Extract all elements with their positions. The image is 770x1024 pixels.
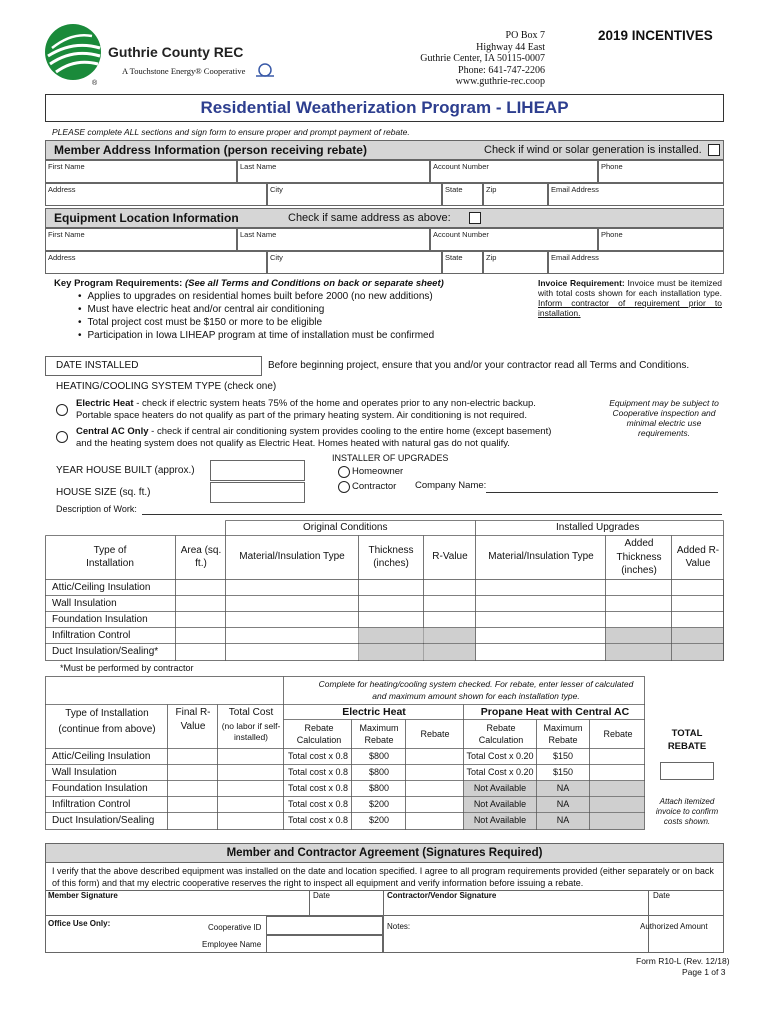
address-line: Phone: 641-747-2206 [458, 64, 545, 76]
equip-first-name[interactable] [45, 228, 237, 251]
member-email[interactable] [548, 183, 724, 206]
rebate-cell: $150 [552, 751, 574, 761]
rebate-cell: Total cost x 0.8 [287, 767, 349, 777]
member-heading: Member Address Information (person receiving rebate) [54, 143, 367, 157]
company-name-label: Company Name: [415, 480, 487, 491]
notes-field[interactable]: Notes: [387, 922, 411, 931]
divider [383, 890, 384, 953]
member-signature-field[interactable]: Member Signature [48, 891, 118, 900]
rebate-table [45, 676, 645, 830]
field-label: Address [48, 253, 76, 262]
equipment-section-header [45, 208, 724, 228]
rebate-cell: Wall Insulation [52, 767, 117, 778]
house-size-field[interactable] [210, 482, 305, 503]
employee-name-label: Employee Name [202, 940, 262, 949]
employee-name-field[interactable] [266, 935, 383, 953]
invoice-text: Invoice must be itemized with total costs shown for each installation type. [538, 278, 723, 298]
row-label: Attic/Ceiling Insulation [52, 582, 151, 593]
electric-heat-label: Electric Heat [76, 398, 134, 409]
rebate-cell: $800 [368, 767, 390, 777]
wind-solar-checkbox[interactable] [708, 144, 720, 156]
col-material: Material/Insulation Type [239, 551, 345, 562]
rebate-cell: NA [556, 815, 570, 825]
rebate-cell: Not Available [473, 799, 527, 809]
member-date-field[interactable]: Date [313, 891, 330, 900]
field-label: Email Address [551, 253, 599, 262]
rebate-cell: NA [556, 799, 570, 809]
homeowner-radio[interactable] [338, 466, 350, 478]
col-added-rvalue: Added R-Value [676, 545, 720, 569]
rebate-cell: Infiltration Control [52, 799, 131, 810]
central-ac-label: Central AC Only [76, 426, 149, 437]
equip-last-name[interactable] [237, 228, 430, 251]
rebate-cell: $200 [368, 815, 390, 825]
homeowner-label: Homeowner [352, 466, 404, 477]
field-label: Phone [601, 230, 623, 239]
col-type: Type of Installation [86, 545, 134, 569]
t2-col-cost-note: (no labor if self-installed) [221, 721, 281, 742]
equipment-heading: Equipment Location Information [54, 211, 239, 225]
agreement-header [45, 843, 724, 863]
coop-id-label: Cooperative ID [208, 923, 262, 932]
field-label: State [445, 253, 463, 262]
contractor-label: Contractor [352, 481, 397, 492]
equip-zip[interactable] [483, 251, 548, 274]
p-rebate: Rebate [603, 729, 633, 739]
central-ac-radio[interactable] [56, 431, 68, 443]
p-rebate-calc: Rebate Calculation [478, 723, 524, 745]
electric-heat-option [76, 398, 536, 422]
rebate-cell: Foundation Insulation [52, 783, 148, 794]
equip-city[interactable] [267, 251, 442, 274]
description-field[interactable] [142, 514, 722, 515]
col-material-upgrade: Material/Insulation Type [488, 551, 594, 562]
contractor-radio[interactable] [338, 481, 350, 493]
member-first-name[interactable] [45, 160, 237, 183]
equip-state[interactable] [442, 251, 483, 274]
installer-label: INSTALLER OF UPGRADES [332, 453, 449, 463]
tagline: A Touchstone Energy® Cooperative [122, 66, 246, 76]
page-title: Residential Weatherization Program - LIHEAP [200, 98, 569, 117]
field-label: City [270, 185, 283, 194]
attach-invoice-note: Attach itemized invoice to confirm costs shown. [655, 797, 719, 826]
col-added-thickness: Added Thickness (inches) [616, 538, 662, 576]
invoice-label: Invoice Requirement: [538, 278, 625, 288]
address-line: Guthrie Center, IA 50115-0007 [420, 53, 545, 64]
requirement-item: • Applies to upgrades on residential homes built before 2000 (no new additions) [78, 290, 524, 303]
description-label: Description of Work: [56, 504, 137, 514]
original-conditions-header: Original Conditions [303, 522, 388, 533]
equip-phone[interactable] [598, 228, 724, 251]
requirement-item: • Total project cost must be $150 or more to be eligible [78, 316, 524, 329]
requirements-note: (See all Terms and Conditions on back or separate sheet) [184, 278, 444, 289]
rebate-cell: $200 [368, 799, 390, 809]
address-line: www.guthrie-rec.coop [455, 76, 545, 87]
installed-upgrades-header: Installed Upgrades [556, 522, 640, 533]
invoice-underlined: Inform contractor of requirement prior to installation. [538, 298, 722, 318]
member-zip[interactable] [483, 183, 548, 206]
central-ac-desc2: and the heating system does not qualify as Electric Heat. Homes heated with natural gas do not qualify. [76, 438, 510, 449]
invoice-requirement [538, 278, 722, 318]
e-rebate: Rebate [420, 729, 450, 739]
field-label: Email Address [551, 185, 599, 194]
row-label: Wall Insulation [52, 598, 117, 609]
rebate-cell: Total Cost x 0.20 [466, 767, 534, 777]
equip-email[interactable] [548, 251, 724, 274]
rebate-cell: Total Cost x 0.20 [466, 751, 534, 761]
cooperative-address [400, 30, 545, 88]
authorized-amount-field[interactable]: Authorized Amount [640, 922, 708, 931]
contractor-footnote: *Must be performed by contractor [60, 663, 194, 673]
t2-col-type: Type of Installation (continue from above) [58, 708, 156, 735]
divider [309, 890, 310, 916]
member-phone[interactable] [598, 160, 724, 183]
logo [42, 22, 108, 84]
member-account-number[interactable] [430, 160, 598, 183]
instructions: PLEASE complete ALL sections and sign form to ensure proper and prompt payment of rebate. [52, 127, 410, 137]
row-label: Duct Insulation/Sealing* [52, 646, 159, 657]
agreement-text: I verify that the above described equipment was installed on the date and location specified. I agree to all program requirements provided (either separately or on back of this form) and that my electric cooperative reserves the right to inspect all equipment and verify information before issuing a rebate. [52, 866, 714, 888]
col-rvalue: R-Value [432, 551, 468, 562]
address-line: Highway 44 East [476, 41, 545, 53]
central-ac-option [76, 426, 551, 450]
rebate-cell: $150 [552, 767, 574, 777]
incentives-year: 2019 INCENTIVES [598, 28, 713, 43]
rebate-cell: Total cost x 0.8 [287, 799, 349, 809]
t2-col-cost: Total Cost [228, 707, 274, 718]
electric-heat-desc: - check if electric system heats 75% of the home and operates prior to any non-electric backup. [133, 398, 536, 409]
requirement-item: • Must have electric heat and/or central air conditioning [78, 303, 524, 316]
total-rebate-label: TOTAL REBATE [667, 728, 707, 752]
rebate-cell: Total cost x 0.8 [287, 751, 349, 761]
house-size-label: HOUSE SIZE (sq. ft.) [56, 487, 151, 498]
equip-account-number[interactable] [430, 228, 598, 251]
e-max-rebate: Maximum Rebate [359, 723, 399, 745]
hvac-type-label: HEATING/COOLING SYSTEM TYPE (check one) [56, 381, 277, 392]
field-label: Phone [601, 162, 623, 171]
contractor-signature-field[interactable]: Contractor/Vendor Signature [387, 891, 497, 900]
rebate-cell: Total cost x 0.8 [287, 815, 349, 825]
field-label: State [445, 185, 463, 194]
year-built-field[interactable] [210, 460, 305, 481]
form-id: Form R10-L (Rev. 12/18) [636, 956, 730, 966]
field-label: First Name [48, 162, 85, 171]
field-label: Zip [486, 185, 497, 194]
total-rebate-field[interactable] [660, 762, 714, 780]
field-label: First Name [48, 230, 85, 239]
field-label: Account Number [433, 230, 489, 239]
registered-mark: ® [92, 80, 98, 87]
rebate-cell: $800 [368, 783, 390, 793]
t2-col-final: Final R-Value [175, 707, 211, 732]
electric-heat-header: Electric Heat [342, 706, 406, 718]
p-max-rebate: Maximum Rebate [543, 723, 583, 745]
central-ac-desc: - check if central air conditioning system provides cooling to the entire home (except basement) [148, 426, 552, 437]
org-name: Guthrie County REC [108, 44, 244, 60]
agreement-heading: Member and Contractor Agreement (Signatures Required) [226, 847, 543, 859]
rebate-cell: Duct Insulation/Sealing [52, 815, 155, 826]
same-address-checkbox[interactable] [469, 212, 481, 224]
member-section-header [45, 140, 724, 160]
signature-row [45, 890, 724, 916]
requirements-heading: Key Program Requirements: [54, 278, 185, 289]
coop-id-field[interactable] [266, 916, 383, 935]
company-name-field[interactable] [486, 492, 718, 493]
same-address-label: Check if same address as above: [288, 212, 451, 224]
propane-heat-header: Propane Heat with Central AC [480, 706, 630, 718]
inspection-note: Equipment may be subject to Cooperative inspection and minimal electric use requirements. [609, 398, 719, 438]
contractor-date-field[interactable]: Date [653, 891, 670, 900]
address-line: PO Box 7 [505, 30, 545, 41]
requirement-item: • Participation in Iowa LIHEAP program at time of installation must be confirmed [78, 329, 524, 342]
year-built-label: YEAR HOUSE BUILT (approx.) [56, 465, 195, 476]
field-label: Zip [486, 253, 497, 262]
equip-address[interactable] [45, 251, 267, 274]
date-installed-label: DATE INSTALLED [56, 360, 139, 371]
page-number: Page 1 of 3 [682, 967, 726, 977]
rebate-cell: Not Available [473, 815, 527, 825]
row-label: Foundation Insulation [52, 614, 148, 625]
field-label: Last Name [240, 230, 277, 239]
row-label: Infiltration Control [52, 630, 131, 641]
conditions-table [45, 520, 724, 661]
field-label: Last Name [240, 162, 277, 171]
member-city[interactable] [267, 183, 442, 206]
key-requirements [54, 277, 524, 342]
wind-solar-label: Check if wind or solar generation is installed. [484, 144, 702, 156]
electric-heat-radio[interactable] [56, 404, 68, 416]
rebate-cell: NA [556, 783, 570, 793]
date-installed-field[interactable] [45, 356, 262, 376]
terms-notice: Before beginning project, ensure that you and/or your contractor read all Terms and Conditions. [268, 360, 690, 371]
field-label: Address [48, 185, 76, 194]
e-rebate-calc: Rebate Calculation [296, 723, 342, 745]
field-label: Account Number [433, 162, 489, 171]
rebate-note: Complete for heating/cooling system checked. For rebate, enter lesser of calculated and maximum amount shown for each installation type. [318, 679, 634, 701]
rebate-cell: $800 [368, 751, 390, 761]
member-last-name[interactable] [237, 160, 430, 183]
touchstone-icon [254, 62, 276, 80]
member-address[interactable] [45, 183, 267, 206]
member-state[interactable] [442, 183, 483, 206]
electric-heat-desc2: Portable space heaters do not qualify as part of the primary heating system. Air conditioning is not required. [76, 410, 527, 421]
col-thickness: Thickness (inches) [368, 545, 414, 569]
rebate-cell: Total cost x 0.8 [287, 783, 349, 793]
office-use-label: Office Use Only: [48, 919, 111, 928]
field-label: City [270, 253, 283, 262]
col-area: Area (sq. ft.) [180, 545, 222, 569]
rebate-cell: Not Available [473, 783, 527, 793]
title-banner [45, 94, 724, 122]
rebate-cell: Attic/Ceiling Insulation [52, 751, 151, 762]
